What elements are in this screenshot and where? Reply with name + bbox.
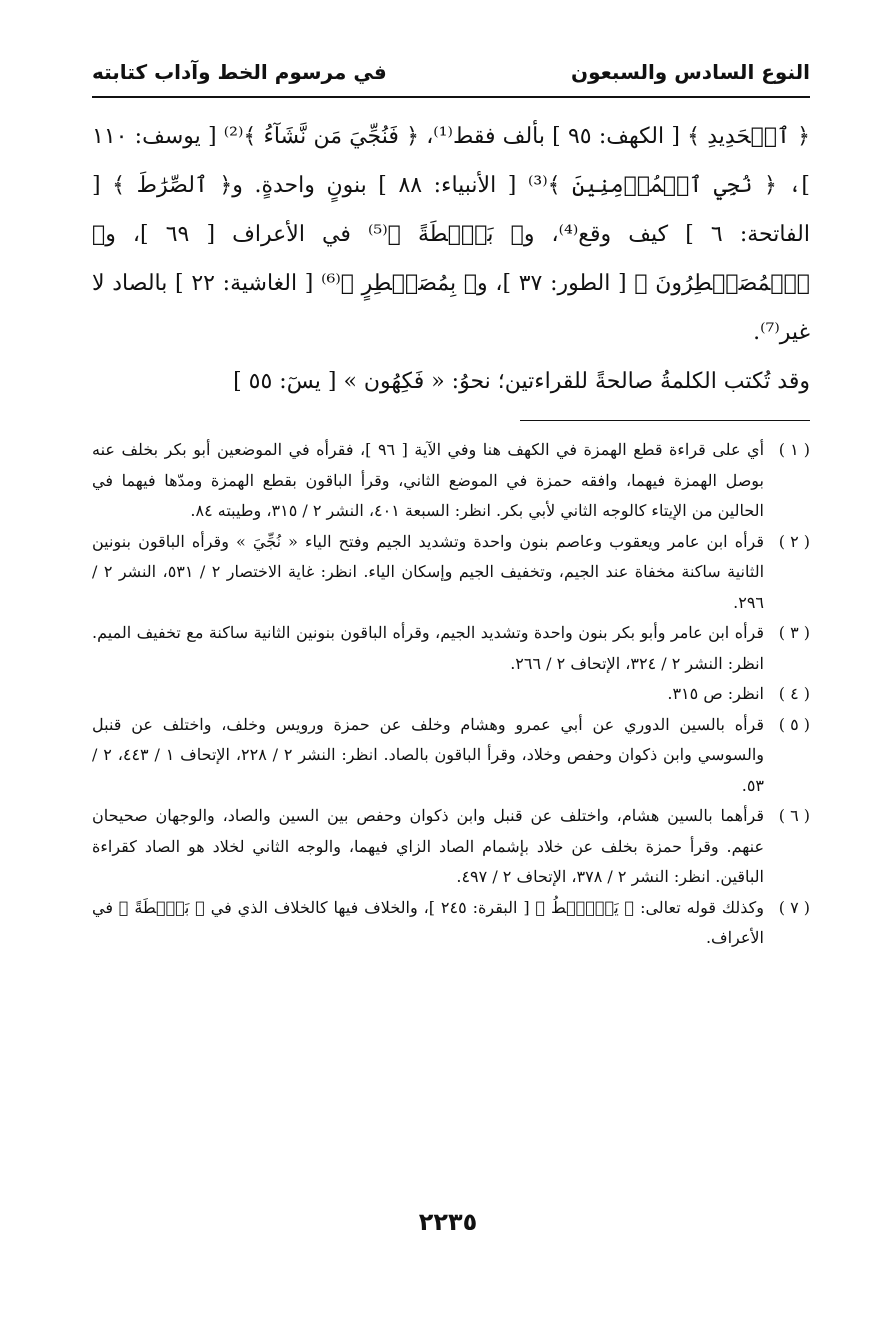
main-paragraph-1: ﴿ ٱلۡحَدِيدِ ﴾ [ الكهف: ٩٥ ] بألف فقط⁽¹⁾، ﴿ فَنُجِّيَ مَن نَّشَآءُ ﴾⁽²⁾ [ يوسف: ١١٠ ]، ﴿ نُجِي ٱلۡمُؤۡمِنِينَ ﴾⁽³⁾ [ الأنبياء: ٨٨ ] بنونٍ واحدةٍ. و﴿ ٱلصِّرَٰطَ ﴾ [ الفاتحة: ٦ ] كيف وقع⁽⁴⁾، و﴿ بَصۜۡطَةً ﴾⁽⁵⁾ في الأعراف [ ٦٩ ]، و﴿ ٱلۡمُصَيۡطِرُونَ ﴾ [ الطور: ٣٧ ]، و﴿ بِمُصَيۡطِرٍ ﴾⁽⁶⁾ [ الغاشية: ٢٢ ] بالصاد لا غير⁽⁷⁾. [92, 124, 811, 345]
footnote-6 [92, 801, 810, 893]
footnote-3 [92, 618, 810, 679]
running-header [92, 52, 810, 92]
footnote-number: ( ٤ ) [778, 684, 810, 703]
chapter-title: النوع السادس والسبعون [571, 60, 810, 84]
footnote-text: قرأه ابن عامر وأبو بكر بنون واحدة وتشديد الجيم، وقرأه الباقون بنونين الثانية ساكنة مع تخفيف الميم. انظر: النشر ٢ / ٣٢٤، الإتحاف ٢ / ٢٦٦. [92, 623, 764, 673]
footnote-text: قرأه ابن عامر ويعقوب وعاصم بنون واحدة وتشديد الجيم وفتح الياء « نُجِّيَ » وقرأه الباقون بنونين الثانية ساكنة مخفاة عند الجيم، وتخفيف الجيم وإسكان الياء. انظر: غاية الاختصار ٢ / ٥٣١، النشر ٢ / ٢٩٦. [92, 531, 765, 612]
footnote-text: وكذلك قوله تعالى: ﴿ يَبۡصُۜطُ ﴾ [ البقرة: ٢٤٥ ]، والخلاف فيها كالخلاف الذي في ﴿ بَصۜۡطَةً ﴾ في الأعراف. [92, 897, 764, 947]
footnote-4 [92, 679, 810, 710]
book-page [92, 52, 810, 954]
footnote-1 [92, 435, 810, 527]
footnote-text: أي على قراءة قطع الهمزة في الكهف هنا وفي الآية [ ٩٦ ]، فقرأه في الموضعين أبو بكر بخلف عنه بوصل الهمزة فيهما، وافقه حمزة في الموضع الثاني، وقرأ الباقون بقطع الهمزة ومدّها فيهما في الحالين من الإيتاء كالوجه الثاني لأبي بكر. انظر: السبعة ٤٠١، النشر ٢ / ٣١٥، وطيبته ٨٤. [92, 440, 765, 520]
main-paragraph-2: وقد تُكتب الكلمةُ صالحةً للقراءتين؛ نحوُ: « فَكِهُون » [ يسٓ: ٥٥ ] [233, 369, 810, 394]
footnote-number: ( ٦ ) [778, 806, 810, 825]
footnotes [92, 435, 810, 954]
footnote-5 [92, 710, 810, 802]
footnote-2 [92, 527, 810, 619]
footnote-text: قرأه بالسين الدوري عن أبي عمرو وهشام وخلف عن حمزة ورويس وخلف، واختلف عن قنبل والسوسي وابن ذكوان وحفص وخلاد، وقرأ الباقون بالصاد. انظر: النشر ٢ / ٢٢٨، الإتحاف ١ / ٤٤٣، ٢ / ٥٣. [92, 714, 765, 795]
header-rule [92, 96, 810, 98]
footnote-number: ( ٥ ) [778, 714, 810, 734]
footnote-text: انظر: ص ٣١٥. [667, 684, 764, 703]
section-title: في مرسوم الخط وآداب كتابته [92, 60, 387, 84]
footnote-number: ( ١ ) [778, 440, 810, 459]
page-number: ٢٢٣٥ [418, 1208, 478, 1236]
footnote-number: ( ٢ ) [778, 531, 810, 551]
footnote-7 [92, 893, 810, 954]
main-text [92, 112, 810, 406]
footnote-number: ( ٧ ) [778, 897, 810, 917]
footnote-number: ( ٣ ) [778, 623, 810, 642]
footnote-text: قرأهما بالسين هشام، واختلف عن قنبل وابن ذكوان وحفص بين السين والصاد، والوجهان صحيحان عنهم. وقرأ حمزة بخلف عن خلاد بإشمام الصاد الزاي فيهما، والوجه الثاني لخلاد هو الصاد كقراءة الباقين. انظر: النشر ٢ / ٣٧٨، الإتحاف ٢ / ٤٩٧. [92, 806, 764, 886]
footnote-separator [520, 420, 810, 421]
